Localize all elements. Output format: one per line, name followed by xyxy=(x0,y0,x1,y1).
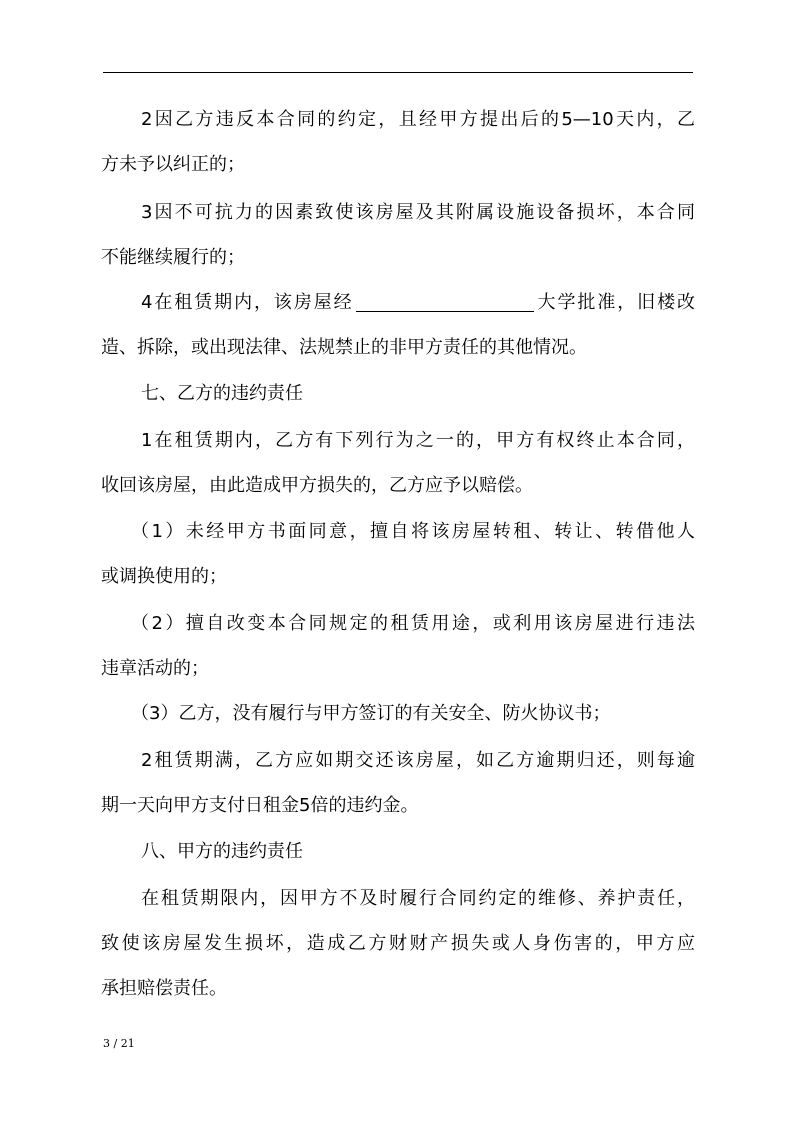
text-line: 违章活动的； xyxy=(101,658,209,679)
clause-7-2 xyxy=(101,738,695,828)
header-rule xyxy=(103,72,693,73)
section-7-heading xyxy=(101,371,695,416)
clause-7-1-2 xyxy=(101,601,695,691)
text-line: 收回该房屋，由此造成甲方损失的，乙方应予以赔偿。 xyxy=(101,475,533,496)
text-line: （1）未经甲方书面同意，擅自将该房屋转租、转让、转借他人 xyxy=(131,521,695,542)
text-line: 方未予以纠正的； xyxy=(101,154,245,175)
clause-6-4 xyxy=(101,280,695,370)
text-line xyxy=(101,280,695,325)
clause-7-1-3 xyxy=(101,691,695,736)
university-name-blank xyxy=(356,289,534,312)
text-line: （3）乙方，没有履行与甲方签订的有关安全、防火协议书； xyxy=(131,703,611,724)
section-8-heading xyxy=(101,829,695,874)
text-line: （2）擅自改变本合同规定的租赁用途，或利用该房屋进行违法 xyxy=(131,613,695,634)
page-number: 3 / 21 xyxy=(103,1037,135,1050)
text-line: 不能继续履行的； xyxy=(101,247,245,268)
section-heading: 八、甲方的违约责任 xyxy=(141,841,303,862)
text-line: 1在租赁期内，乙方有下列行为之一的，甲方有权终止本合同， xyxy=(141,430,695,451)
text-line: 或调换使用的； xyxy=(101,566,227,587)
text-line: 在租赁期限内，因甲方不及时履行合同约定的维修、养护责任， xyxy=(141,888,695,909)
clause-8-body xyxy=(101,876,695,1011)
clause-7-1-1 xyxy=(101,509,695,599)
text-line: 2租赁期满，乙方应如期交还该房屋，如乙方逾期归还，则每逾 xyxy=(141,750,695,771)
text-line: 3因不可抗力的因素致使该房屋及其附属设施设备损坏，本合同 xyxy=(141,202,695,223)
text-line: 2因乙方违反本合同的约定，且经甲方提出后的5—10天内，乙 xyxy=(141,109,695,130)
clause-6-3 xyxy=(101,190,695,280)
text-line: 致使该房屋发生损坏，造成乙方财财产损失或人身伤害的，甲方应 xyxy=(101,933,695,954)
section-heading: 七、乙方的违约责任 xyxy=(141,383,303,404)
text-line: 承担赔偿责任。 xyxy=(101,978,227,999)
text-line: 造、拆除，或出现法律、法规禁止的非甲方责任的其他情况。 xyxy=(101,337,587,358)
clause-6-4-before-blank: 4在租赁期内，该房屋经 xyxy=(141,292,354,313)
clause-6-2 xyxy=(101,97,695,187)
clause-6-4-after-blank: 大学批准，旧楼改 xyxy=(535,292,696,313)
clause-7-1 xyxy=(101,418,695,508)
text-line: 期一天向甲方支付日租金5倍的违约金。 xyxy=(101,795,419,816)
